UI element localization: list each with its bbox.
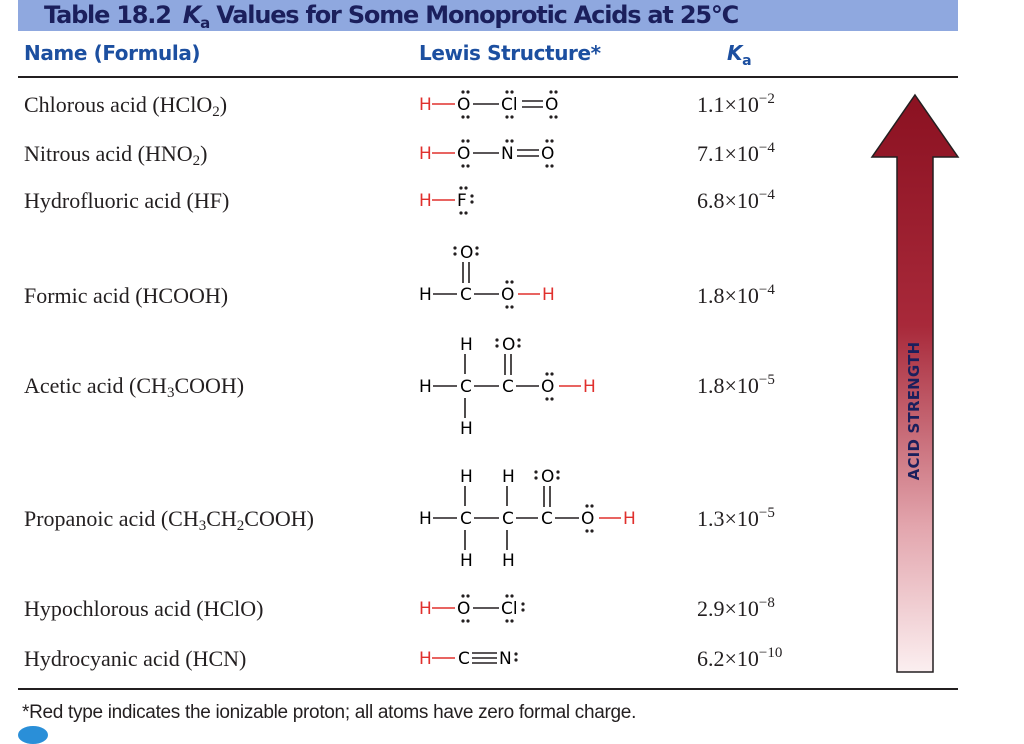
svg-text:O: O (545, 95, 559, 115)
svg-text:H: H (623, 509, 636, 529)
acid-name: Propanoic acid $(CH_3CH_2COOH)$ (24, 506, 314, 534)
svg-text:H: H (542, 285, 555, 305)
svg-text:N: N (501, 144, 514, 164)
svg-text:H: H (460, 467, 473, 487)
title-ka-subscript: a (200, 14, 210, 32)
lewis-structure-hydrocyanic (419, 644, 549, 678)
svg-text:O: O (501, 285, 515, 305)
ka-value: $1.3\times 10^{-5}$ (697, 505, 775, 531)
lewis-structure-formic (419, 238, 579, 310)
column-header-structure: Lewis Structure* (419, 41, 601, 65)
svg-text:C: C (460, 509, 472, 529)
svg-text:C: C (460, 377, 472, 397)
svg-text:H: H (419, 95, 432, 115)
lewis-structure-nitrous (419, 139, 579, 173)
lewis-structure-hypochlorous (419, 594, 549, 628)
lewis-structure-chlorous (419, 90, 579, 124)
svg-text:O: O (541, 377, 555, 397)
svg-text:H: H (419, 144, 432, 164)
ka-subscript: a (742, 53, 752, 69)
lewis-structure-hydrofluoric (419, 186, 499, 220)
svg-text:H: H (460, 335, 473, 355)
svg-text:F: F (457, 191, 467, 211)
ka-value: $6.2\times 10^{-10}$ (697, 645, 783, 671)
ka-value: $2.9\times 10^{-8}$ (697, 595, 775, 621)
svg-text:H: H (502, 551, 515, 571)
svg-text:O: O (457, 144, 471, 164)
svg-text:H: H (419, 377, 432, 397)
acid-name: Acetic acid $(CH_3COOH)$ (24, 373, 245, 401)
table-title-bar (18, 0, 958, 31)
footnote: *Red type indicates the ionizable proton; all atoms have zero formal charge. (22, 702, 637, 723)
table-number: Table 18.2 (44, 1, 171, 29)
lewis-structure-acetic (419, 330, 619, 440)
svg-text:O: O (457, 95, 471, 115)
acid-name: Nitrous acid $(HNO_2)$ (24, 141, 208, 169)
acid-name: Hydrocyanic acid (HCN) (24, 646, 247, 671)
table-title (44, 0, 738, 31)
title-ka-symbol: K (182, 1, 201, 29)
column-header-name: Name (Formula) (24, 41, 201, 65)
svg-text:O: O (541, 144, 555, 164)
svg-text:Cl: Cl (501, 95, 518, 115)
column-header-ka (727, 41, 752, 69)
acid-name: Hydrofluoric acid (HF) (24, 188, 230, 213)
svg-text:O: O (502, 335, 516, 355)
svg-text:C: C (460, 285, 472, 305)
svg-text:N: N (499, 649, 512, 669)
ka-value: $1.8\times 10^{-5}$ (697, 372, 775, 398)
blue-circle-icon (18, 726, 48, 744)
svg-text:H: H (419, 509, 432, 529)
svg-text:H: H (460, 419, 473, 439)
svg-text:C: C (502, 509, 514, 529)
acid-name: Chlorous acid (HClO$_2$) (24, 92, 228, 120)
title-text-rest: Values for Some Monoprotic Acids at 25°C (209, 1, 739, 29)
svg-text:H: H (583, 377, 596, 397)
svg-text:H: H (419, 191, 432, 211)
svg-text:O: O (541, 467, 555, 487)
svg-text:O: O (581, 509, 595, 529)
table-bottom-rule (18, 688, 958, 690)
svg-text:H: H (419, 649, 432, 669)
svg-text:H: H (419, 599, 432, 619)
svg-text:C: C (458, 649, 470, 669)
acid-name: Hypochlorous acid (HClO) (24, 596, 264, 621)
svg-text:Cl: Cl (501, 599, 518, 619)
ka-value: $1.8\times 10^{-4}$ (697, 282, 775, 308)
svg-text:O: O (460, 243, 474, 263)
svg-text:C: C (541, 509, 553, 529)
lewis-structure-propanoic (419, 462, 649, 572)
svg-text:H: H (419, 285, 432, 305)
svg-text:O: O (457, 599, 471, 619)
svg-text:H: H (502, 467, 515, 487)
svg-text:H: H (460, 551, 473, 571)
svg-text:C: C (502, 377, 514, 397)
ka-symbol: K (727, 41, 743, 65)
acid-strength-label: ACID STRENGTH (905, 341, 923, 481)
ka-value: $7.1\times 10^{-4}$ (697, 140, 775, 166)
ka-value: $6.8\times 10^{-4}$ (697, 187, 775, 213)
header-rule (18, 76, 958, 78)
ka-value: $1.1\times 10^{-2}$ (697, 91, 775, 117)
acid-name: Formic acid (HCOOH) (24, 283, 229, 308)
